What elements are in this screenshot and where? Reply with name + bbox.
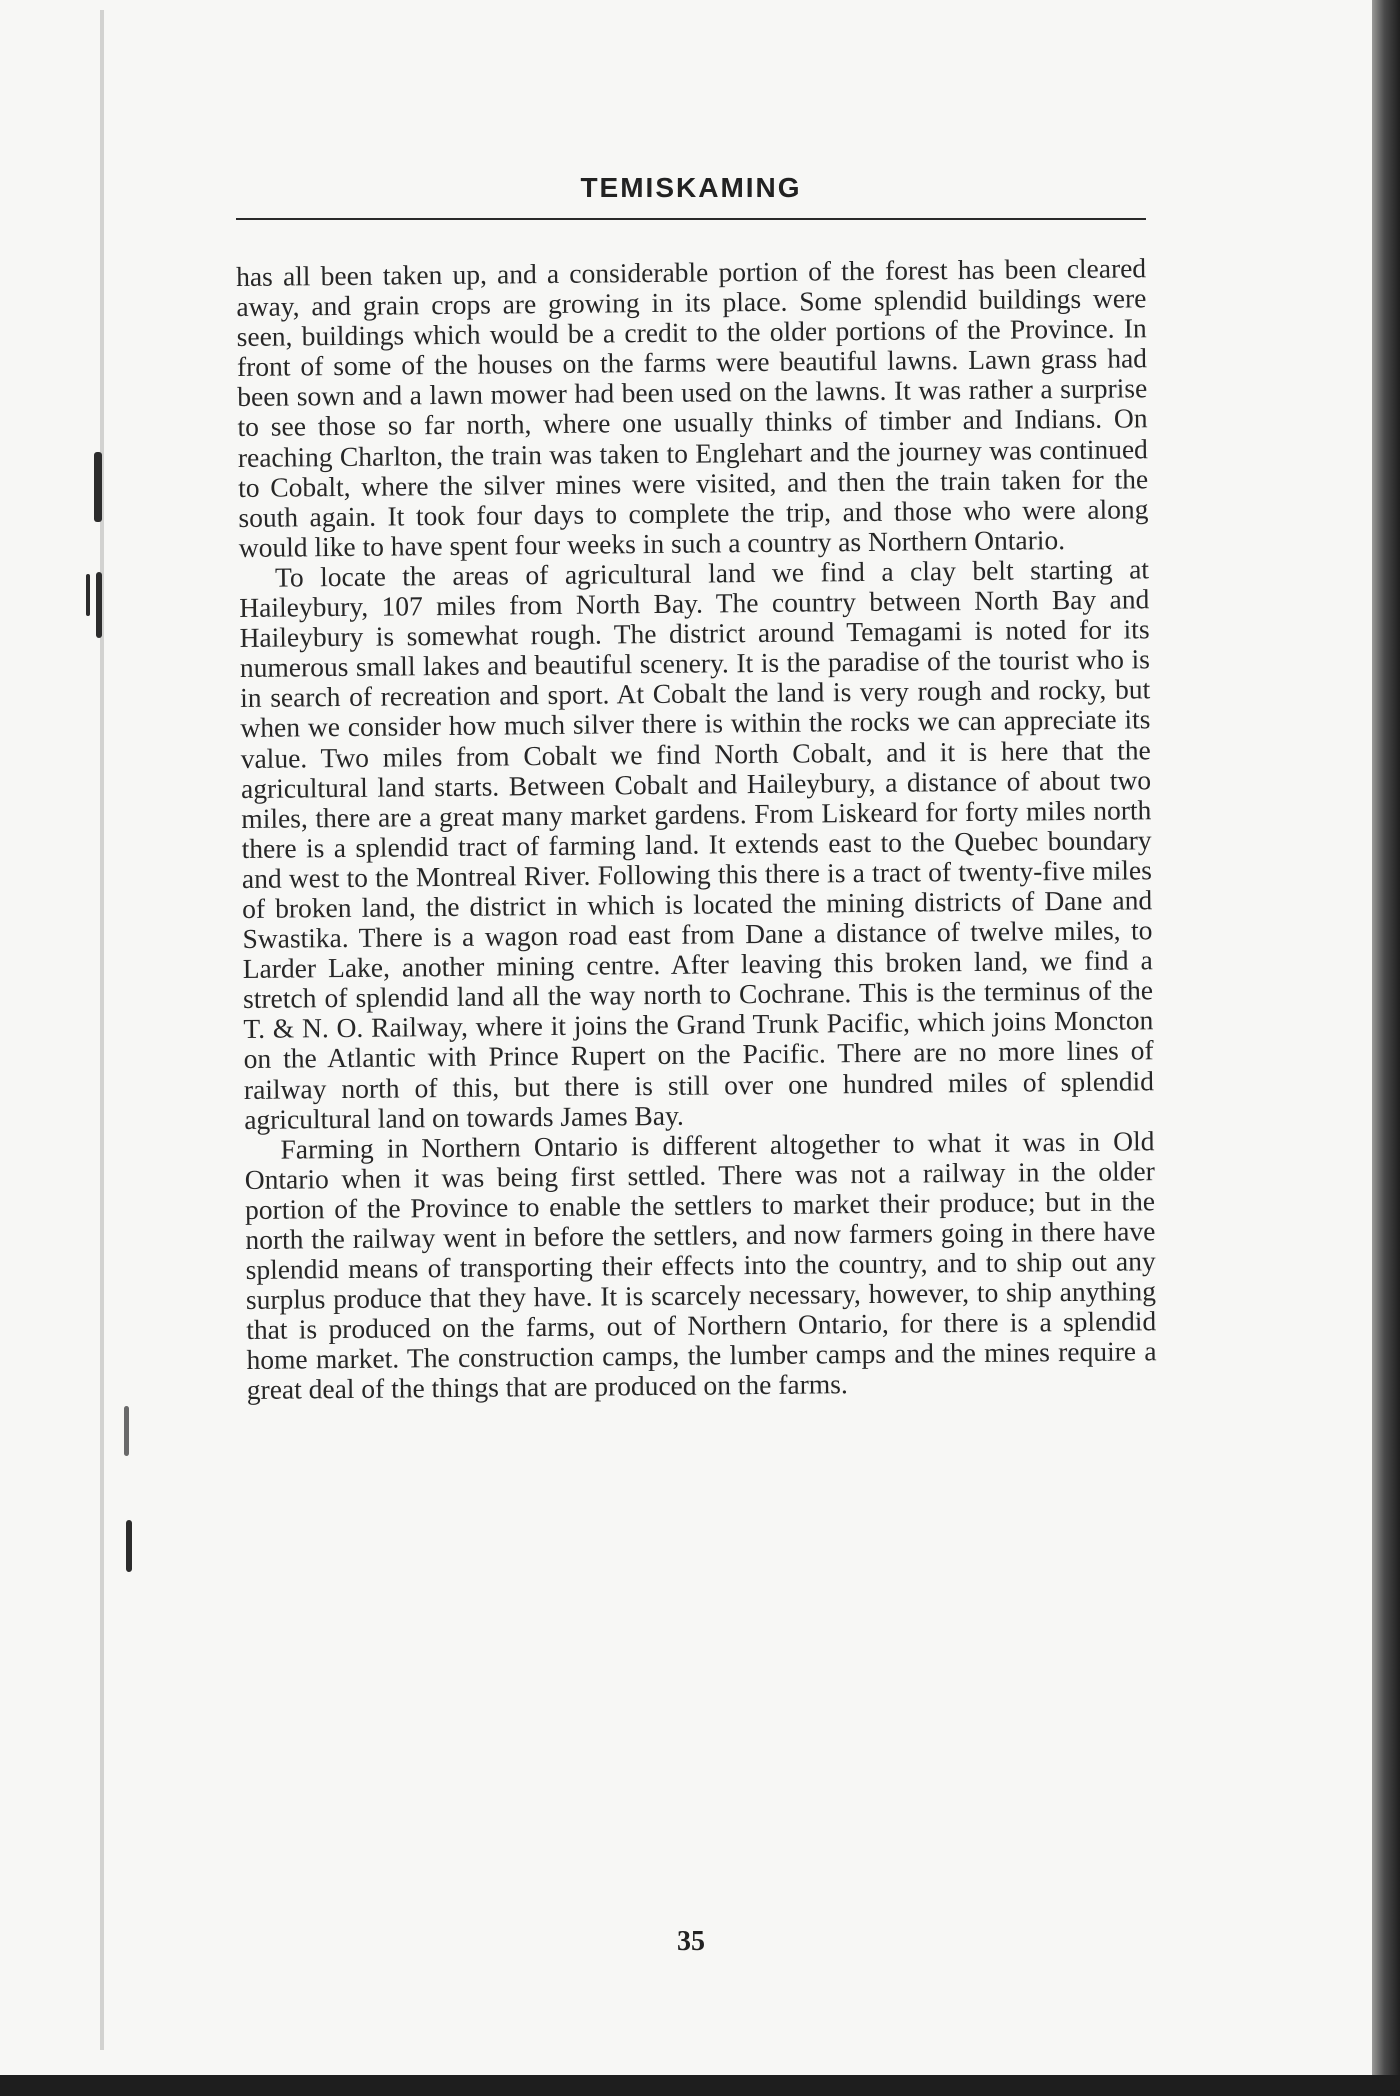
binding-thread-mark — [86, 574, 90, 616]
page-edge-shadow — [1372, 0, 1400, 2096]
paragraph: has all been taken up, and a considerable portion of the forest has been cleared away, and grain crops are growing in its place. Some splendid buildings were seen, buildings which would be a credit to the older portions of the Province. In front of some of the houses on the farms were beautiful lawns. Lawn grass had been sown and a lawn mower had been used on the lawns. It was rather a surprise to see those so far north, where one usually thinks of timber and Indians. On reaching Charlton, the train was taken to Englehart and the journey was continued to Cobalt, where the silver mines were visited, and then the train taken for the south again. It took four days to complete the trip, and those who were along would like to have spent four weeks in such a country as Northern Ontario. — [235, 252, 1149, 563]
paragraph: Farming in Northern Ontario is different altogether to what it was in Old Ontario when it was being first settled. There was not a railway in the older portion of the Province to enable the settlers to market their produce; but in the north the railway went in before the settlers, and now farmers going in there have splendid means of transporting their effects into the country, and to ship out any surplus produce that they have. It is scarcely necessary, however, to ship anything that is produced on the farms, out of Northern Ontario, for there is a splendid home market. The construction camps, the lumber camps and the mines require a great deal of the things that are produced on the farms. — [244, 1124, 1157, 1406]
scan-border — [0, 2075, 1400, 2096]
binding-thread-mark — [126, 1520, 132, 1572]
header-rule — [236, 218, 1146, 220]
binding-crease — [100, 10, 104, 2050]
page-number: 35 — [677, 1926, 705, 1957]
binding-thread-mark — [124, 1406, 129, 1456]
binding-thread-mark — [96, 572, 102, 638]
binding-thread-mark — [94, 452, 102, 522]
paragraph: To locate the areas of agricultural land we find a clay belt starting at Haileybury, 107 miles from North Bay. The country between North Bay and Haileybury is somewhat rough. The district around Temagami is noted for its numerous small lakes and beautiful scenery. It is the paradise of the tourist who is in search of recreation and sport. At Cobalt the land is very rough and rocky, but when we consider how much silver there is within the rocks we can appreciate its value. Two miles from Cobalt we find North Cobalt, and it is here that the agricultural land starts. Between Cobalt and Haileybury, a distance of about two miles, there are a great many market gardens. From Liskeard for forty miles north there is a splendid tract of farming land. It extends east to the Quebec boundary and west to the Montreal River. Following this there is a tract of twenty-five miles of broken land, the district in which is located the mining districts of Dane and Swastika. There is a wagon road east from Dane a distance of twelve miles, to Larder Lake, another mining centre. After leaving this broken land, we find a stretch of splendid land all the way north to Cochrane. This is the terminus of the T. & N. O. Railway, where it joins the Grand Trunk Pacific, which joins Moncton on the Atlantic with Prince Rupert on the Pacific. There are no more lines of railway north of this, but there is still over one hundred miles of splendid agricultural land on towards James Bay. — [239, 553, 1155, 1135]
running-header: TEMISKAMING — [580, 172, 802, 203]
body-text — [236, 253, 1157, 1405]
